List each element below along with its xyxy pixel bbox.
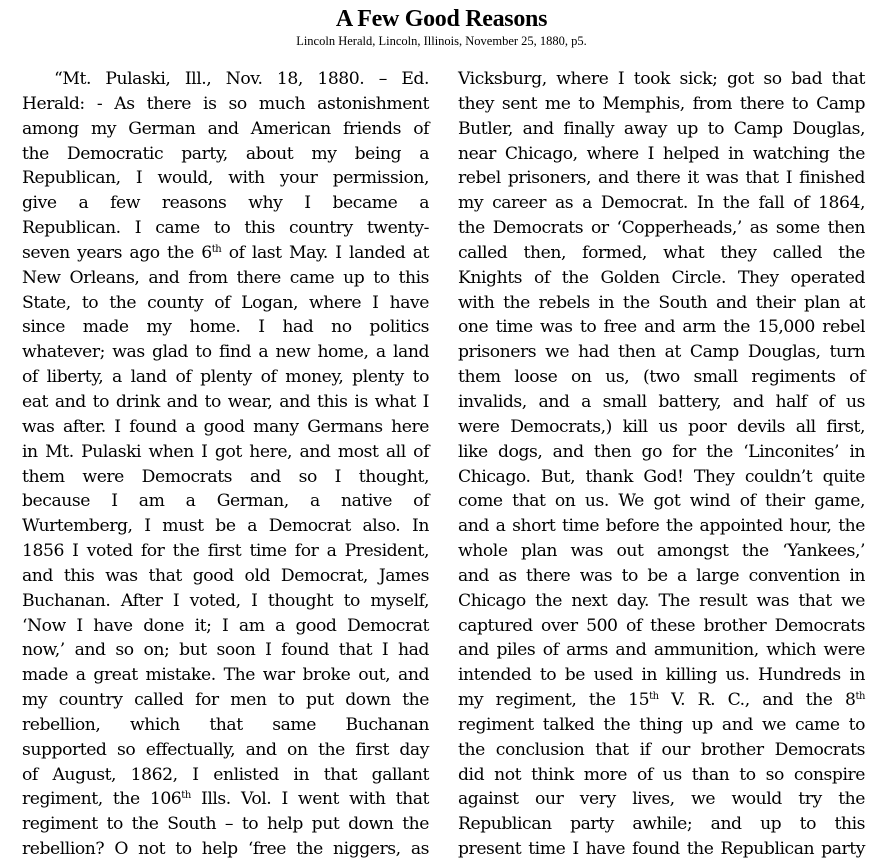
text-line: did not think more of us than to so conspire [458, 764, 865, 785]
text-line: eat and to drink and to wear, and this is what I [22, 391, 429, 412]
text-line: Knights of the Golden Circle. They operated [458, 267, 865, 288]
text-column-left [22, 67, 429, 862]
text-line: rebellion? O not to help ‘free the niggers, as [22, 839, 429, 860]
text-line: since made my home. I had no politics [22, 317, 429, 338]
text-line: Republican party awhile; and up to this [458, 814, 865, 835]
text-line: now,’ and so on; but soon I found that I had [22, 640, 429, 661]
text-line: the conclusion that if our brother Democrats [458, 739, 865, 760]
text-line: them were Democrats and so I thought, [22, 466, 429, 487]
ordinal-suffix: th [855, 691, 865, 703]
text-line: regiment to the South – to help put down the [22, 814, 429, 835]
text-line: whatever; was glad to find a new home, a land [22, 342, 429, 363]
text-line: Butler, and finally away up to Camp Douglas, [458, 118, 865, 139]
text-line: New Orleans, and from there came up to this [22, 267, 429, 288]
ordinal-suffix: th [649, 691, 659, 703]
text-line: Wurtemberg, I must be a Democrat also. In [22, 516, 429, 537]
text-line: they sent me to Memphis, from there to Camp [458, 93, 865, 114]
ordinal-suffix: th [181, 790, 191, 802]
text-line: one time was to free and arm the 15,000 rebel [458, 317, 865, 338]
text-line: “Mt. Pulaski, Ill., Nov. 18, 1880. – Ed. [54, 69, 429, 89]
text-line: them loose on us, (two small regiments of [458, 367, 865, 388]
text-line: and a short time before the appointed hour, the [458, 516, 865, 537]
text-line: regiment talked the thing up and we came to [458, 714, 865, 735]
text-line: of August, 1862, I enlisted in that gallant [22, 764, 429, 785]
text-line: State, to the county of Logan, where I have [22, 292, 429, 313]
text-line: whole plan was out amongst the ‘Yankees,’ [458, 541, 865, 562]
text-line: Herald: - As there is so much astonishment [22, 93, 429, 114]
text-line: give a few reasons why I became a [22, 193, 429, 214]
text-line: because I am a German, a native of [22, 491, 429, 512]
text-line: prisoners we had then at Camp Douglas, turn [458, 342, 865, 363]
text-line: seven years ago the 6th of last May. I landed at [22, 242, 429, 263]
text-line: Republican, I would, with your permission, [22, 168, 429, 189]
text-line: with the rebels in the South and their plan at [458, 292, 865, 313]
text-line: supported so effectually, and on the first day [22, 739, 429, 760]
text-line: the Democrats or ‘Copperheads,’ as some then [458, 218, 865, 239]
text-line: Buchanan. After I voted, I thought to myself, [22, 590, 429, 611]
text-line: like dogs, and then go for the ‘Linconites’ in [458, 441, 865, 462]
text-line: against our very lives, we would try the [458, 789, 865, 810]
text-line: ‘Now I have done it; I am a good Democrat [22, 615, 429, 636]
article-title: A Few Good Reasons [335, 6, 548, 32]
text-line: called then, formed, what they called the [458, 242, 865, 263]
text-line: was after. I found a good many Germans here [22, 416, 429, 437]
text-line: the Democratic party, about my being a [22, 143, 429, 164]
ordinal-suffix: th [211, 243, 222, 255]
text-line: 1856 I voted for the first time for a President, [22, 541, 429, 562]
text-line: intended to be used in killing us. Hundreds in [458, 665, 865, 686]
text-line: rebellion, which that same Buchanan [22, 714, 429, 735]
text-line: my country called for men to put down the [22, 690, 429, 711]
text-line: and as there was to be a large convention in [458, 565, 865, 586]
text-line: of liberty, a land of plenty of money, plenty to [22, 367, 429, 388]
text-line: regiment, the 106th Ills. Vol. I went with that [22, 789, 429, 810]
text-line: rebel prisoners, and there it was that I finished [458, 168, 865, 189]
text-line: captured over 500 of these brother Democrats [458, 615, 865, 636]
text-line: were Democrats,) kill us poor devils all first, [458, 416, 865, 437]
text-line: present time I have found the Republican party [458, 839, 865, 860]
text-line: in Mt. Pulaski when I got here, and most all of [22, 441, 429, 462]
text-line: Republican. I came to this country twenty- [22, 218, 429, 239]
article-source: Lincoln Herald, Lincoln, Illinois, November 25, 1880, p5. [296, 34, 587, 48]
text-line: made a great mistake. The war broke out, and [22, 665, 429, 686]
text-line: Chicago. But, thank God! They couldn’t quite [458, 466, 865, 487]
text-line: my regiment, the 15th V. R. C., and the 8th [458, 690, 865, 711]
text-line: and this was that good old Democrat, James [22, 565, 429, 586]
text-line: come that on us. We got wind of their game, [458, 491, 865, 512]
text-line: Chicago the next day. The result was that we [458, 590, 865, 611]
text-column-right [458, 67, 865, 862]
text-line: Vicksburg, where I took sick; got so bad that [458, 69, 865, 89]
text-line: near Chicago, where I helped in watching the [458, 143, 865, 164]
text-line: invalids, and a small battery, and half of us [458, 391, 865, 412]
text-line: among my German and American friends of [22, 118, 429, 139]
text-line: and piles of arms and ammunition, which were [458, 640, 865, 661]
text-line: my career as a Democrat. In the fall of 1864, [458, 193, 865, 214]
